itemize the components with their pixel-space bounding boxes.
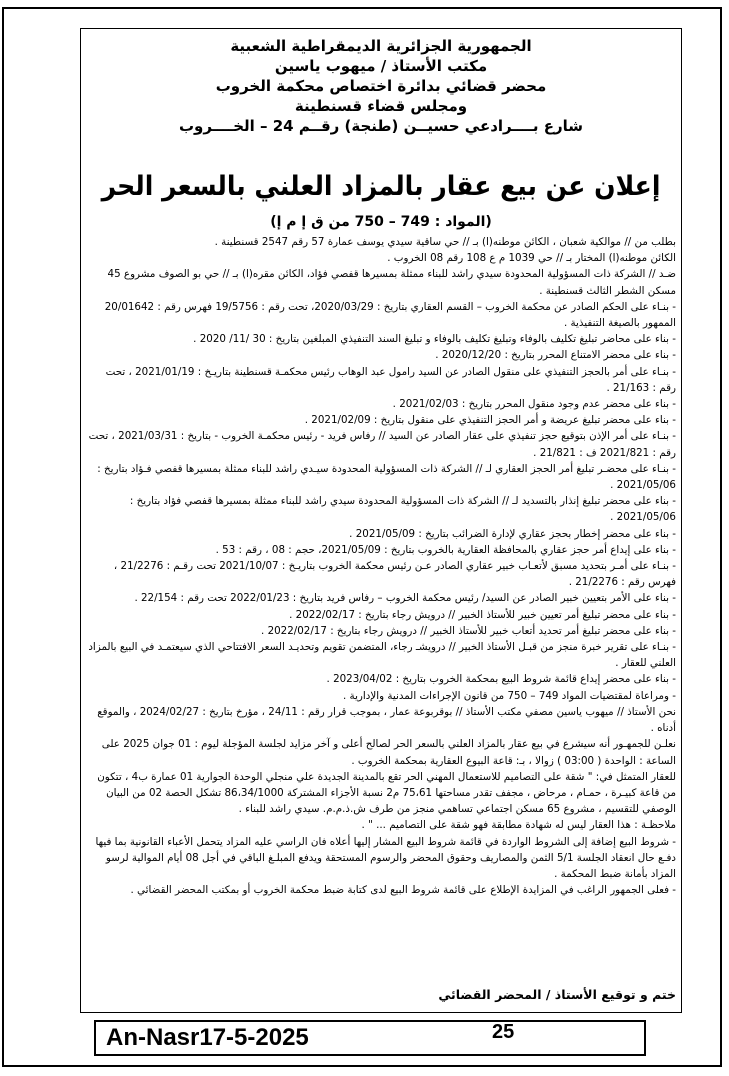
body-paragraph: - بناء على محضر تبليغ أمر تعيين خبير للأستاذ الخبير // درويش رجاء بتاريخ : 2022/02/17 . bbox=[289, 608, 676, 621]
body-paragraph: للعقار المتمثل في: " شقة على التصاميم للاستعمال المهني الحر تقع بالمدينة الجديدة علي منجلي الوحدة الجوارية 01 عمارة ب4 ، تتكون من قاعة كبيـرة ، حمـام ، مرحاض ، مجفف تقدر مساحتها 75،61 م2 نسبة الأجزاء المشتركة 86،34/1000 تشكل الحصة 02 من البيان الوصفي للتقسيم ، مشروع 65 مسكن اجتماعي تساهمي منجز من طرف ش.ذ.م.م. سيدي راشد للبناء . bbox=[97, 770, 676, 816]
body-paragraph: - بناء على محضر إيداع قائمة شروط البيع بمحكمة الخروب بتاريخ : 2023/04/02 . bbox=[326, 673, 676, 686]
body-paragraph: - بنـاء على محضـر تبليغ أمر الحجز العقاري لـ // الشركة ذات المسؤولية المحدودة سيـدي راشد للبناء ممثلة بمسيرها قفصي فـؤاد بتاريخ : 2021/05/06 . bbox=[97, 462, 676, 492]
body-paragraph: - بناء على محضر الامتناع المحرر بتاريخ : 2020/12/20 . bbox=[435, 349, 676, 362]
letterhead-country: الجمهورية الجزائرية الديمقراطية الشعبية bbox=[230, 37, 532, 55]
body-paragraph: نحن الأستاذ // ميهوب ياسين مصفي مكتب الأستاذ // بوقربوعة عمار ، بموجب قرار رقم : 24/11 ، مؤرخ بتاريخ : 2024/02/27 ، والموقع أدناه . bbox=[97, 705, 676, 735]
page-number: 25 bbox=[492, 1021, 515, 1043]
announcement-title: إعلان عن بيع عقار بالمزاد العلني بالسعر الحر bbox=[101, 171, 661, 202]
body-paragraph: - بناء على محضر إخطار بحجز عقاري لإدارة الضرائب بتاريخ : 2021/05/09 . bbox=[349, 527, 676, 540]
body-paragraph: - بناء على محضر تبليغ عريضة و أمر الحجز التنفيذي على منقول بتاريخ : 2021/02/09 . bbox=[304, 414, 676, 427]
body-paragraph: الكائن موطنه(ا) المختار بـ // حي 1039 م ع 108 رقم 08 الخروب . bbox=[387, 252, 676, 265]
body-paragraph: - ومراعاة لمقتضيات المواد 749 – 750 من قانون الإجراءات المدنية والإدارية . bbox=[343, 689, 676, 702]
newspaper-date: An-Nasr17-5-2025 bbox=[106, 1024, 309, 1051]
letterhead-role: محضر قضائي بدائرة اختصاص محكمة الخروب bbox=[215, 77, 547, 95]
body-paragraph: - بنـاء على الحكم الصادر عن محكمة الخروب – القسم العقاري بتاريخ : 2020/03/29، تحت رقم : 19/5756 فهرس رقم : 20/01642 الممهور بالصيغة التنفيذية . bbox=[104, 300, 676, 330]
body-paragraph: - شروط البيع إضافة إلى الشروط الواردة في قائمة شروط البيع المشار إليها أعلاه فان الراسي عليه المزاد يتحمل الأعباء القانونية بما فيها دفـع حال انعقاد الجلسة 5/1 الثمن والمصاريف وحقوق المحضر والرسوم المستحقة ويدفع المبلـغ الباقي في أجل 08 أيام الموالية لرسو المزاد بأمانة ضبط المحكمة . bbox=[95, 835, 676, 880]
announcement-subtitle: (المواد : 749 – 750 من ق إ م إ) bbox=[270, 214, 492, 230]
body-paragraph: - بناء على محضر تبليغ إنذار بالتسديد لـ // الشركة ذات المسؤولية المحدودة سيدي راشد للبناء ممثلة بمسيرها قفصي فؤاد بتاريخ : 2021/05/06 . bbox=[129, 495, 676, 524]
letterhead-court: ومجلس قضاء قسنطينة bbox=[294, 97, 468, 115]
letterhead bbox=[80, 36, 682, 136]
letterhead-address: شارع بــــرادعي حسيــن (طنجة) رقــم 24 – الخــــروب bbox=[178, 117, 584, 135]
body-paragraph: ضـد // الشركة ذات المسؤولية المحدودة سيدي راشد للبناء ممثلة بمسيرها قفصي فؤاد، الكائن مقره(ا) بـ // حي بو الصوف مشروع 45 مسكن الشطر الثالث قسنطينة . bbox=[107, 268, 676, 297]
body-paragraph: بطلب من // موالكية شعبان ، الكائن موطنه(ا) بـ // حي ساقية سيدي يوسف عمارة 57 رقم 2547 قسنطينة . bbox=[214, 236, 676, 248]
body-paragraph: - بناء على محضر عدم وجود منقول المحرر بتاريخ : 2021/02/03 . bbox=[392, 398, 676, 411]
body-paragraph: - بناء على محاضر تبليغ تكليف بالوفاء وتبليغ تكليف بالوفاء و تبليغ السند التنفيذي المبلغين بتاريخ : 30 /11/ 2020 . bbox=[193, 333, 676, 346]
body-paragraph: - بناء على محضر تبليغ أمر تحديد أتعاب خبير للأستاذ الخبير // درويش رجاء بتاريخ : 2022/02/17 . bbox=[261, 624, 676, 637]
announcement-body bbox=[88, 234, 676, 898]
letterhead-office: مكتب الأستاذ / ميهوب ياسين bbox=[274, 57, 488, 75]
body-paragraph: - بنـاء على أمر الإذن بتوقيع حجز تنفيذي على عقار الصادر عن السيد // رفاس فريد - رئيس محكمـة الخروب - بتاريخ : 2021/03/31 ، تحت رقم : 2021/821 ف : 21/821 . bbox=[88, 430, 676, 459]
body-paragraph: - بناء على الأمر بتعيين خبير الصادر عن السيد/ رئيس محكمة الخروب – رفاس فريد بتاريخ : 2022/01/23 تحت رقم : 22/154 . bbox=[134, 592, 676, 605]
body-paragraph: - بناء على إيداع أمر حجز عقاري بالمحافظة العقارية بالخروب بتاريخ : 2021/05/09، حجم : 08 ، رقم : 53 . bbox=[215, 543, 676, 556]
body-paragraph: - بنـاء على أمر بالحجز التنفيذي على منقول الصادر عن السيد رامول عبد الوهاب رئيس محكمـة قسنطينة بتاريـخ : 2021/01/19 ، تحت رقم : 21/163 . bbox=[105, 365, 676, 394]
body-paragraph: - فعلى الجمهور الراغب في المزايدة الإطلاع على قائمة شروط البيع لدى كتابة ضبط محكمة الخروب أو بمكتب المحضر القضائي . bbox=[130, 884, 676, 897]
body-paragraph: - بنـاء على تقرير خبرة منجز من قبـل الأستاذ الخبير // درويشـ رجاء، المتضمن تقويم وتحديـد السعر الافتتاحي الذي سيعتمـد في البيع بالمزاد العلني للعقار . bbox=[88, 641, 676, 670]
signature-line: ختم و توقيع الأستاذ / المحضر القضائي bbox=[438, 987, 676, 1002]
body-paragraph: نعلـن للجمهـور أنه سيشرع في بيع عقار بالمزاد العلني بالسعر الحر لصالح أعلى و آخر مزايد لجلسة المؤجلة ليوم : 01 جوان 2025 على الساعة : الواحدة ( 03:00 ) زوالا ، بـ: قاعة البيوع العقارية بمحكمة الخروب . bbox=[101, 738, 676, 767]
body-paragraph: - بنـاء على أمـر بتحديد مسبق لأتعـاب خبير عقاري الصادر عـن رئيس محكمة الخروب بتاريـخ : 2021/10/07 تحت رقـم : 21/2276 ، فهرس رقم : 21/2276 . bbox=[113, 560, 676, 589]
body-paragraph: ملاحظـة : هذا العقار ليس له شهادة مطابقة فهو شقة على التصاميم ... " . bbox=[361, 819, 676, 832]
